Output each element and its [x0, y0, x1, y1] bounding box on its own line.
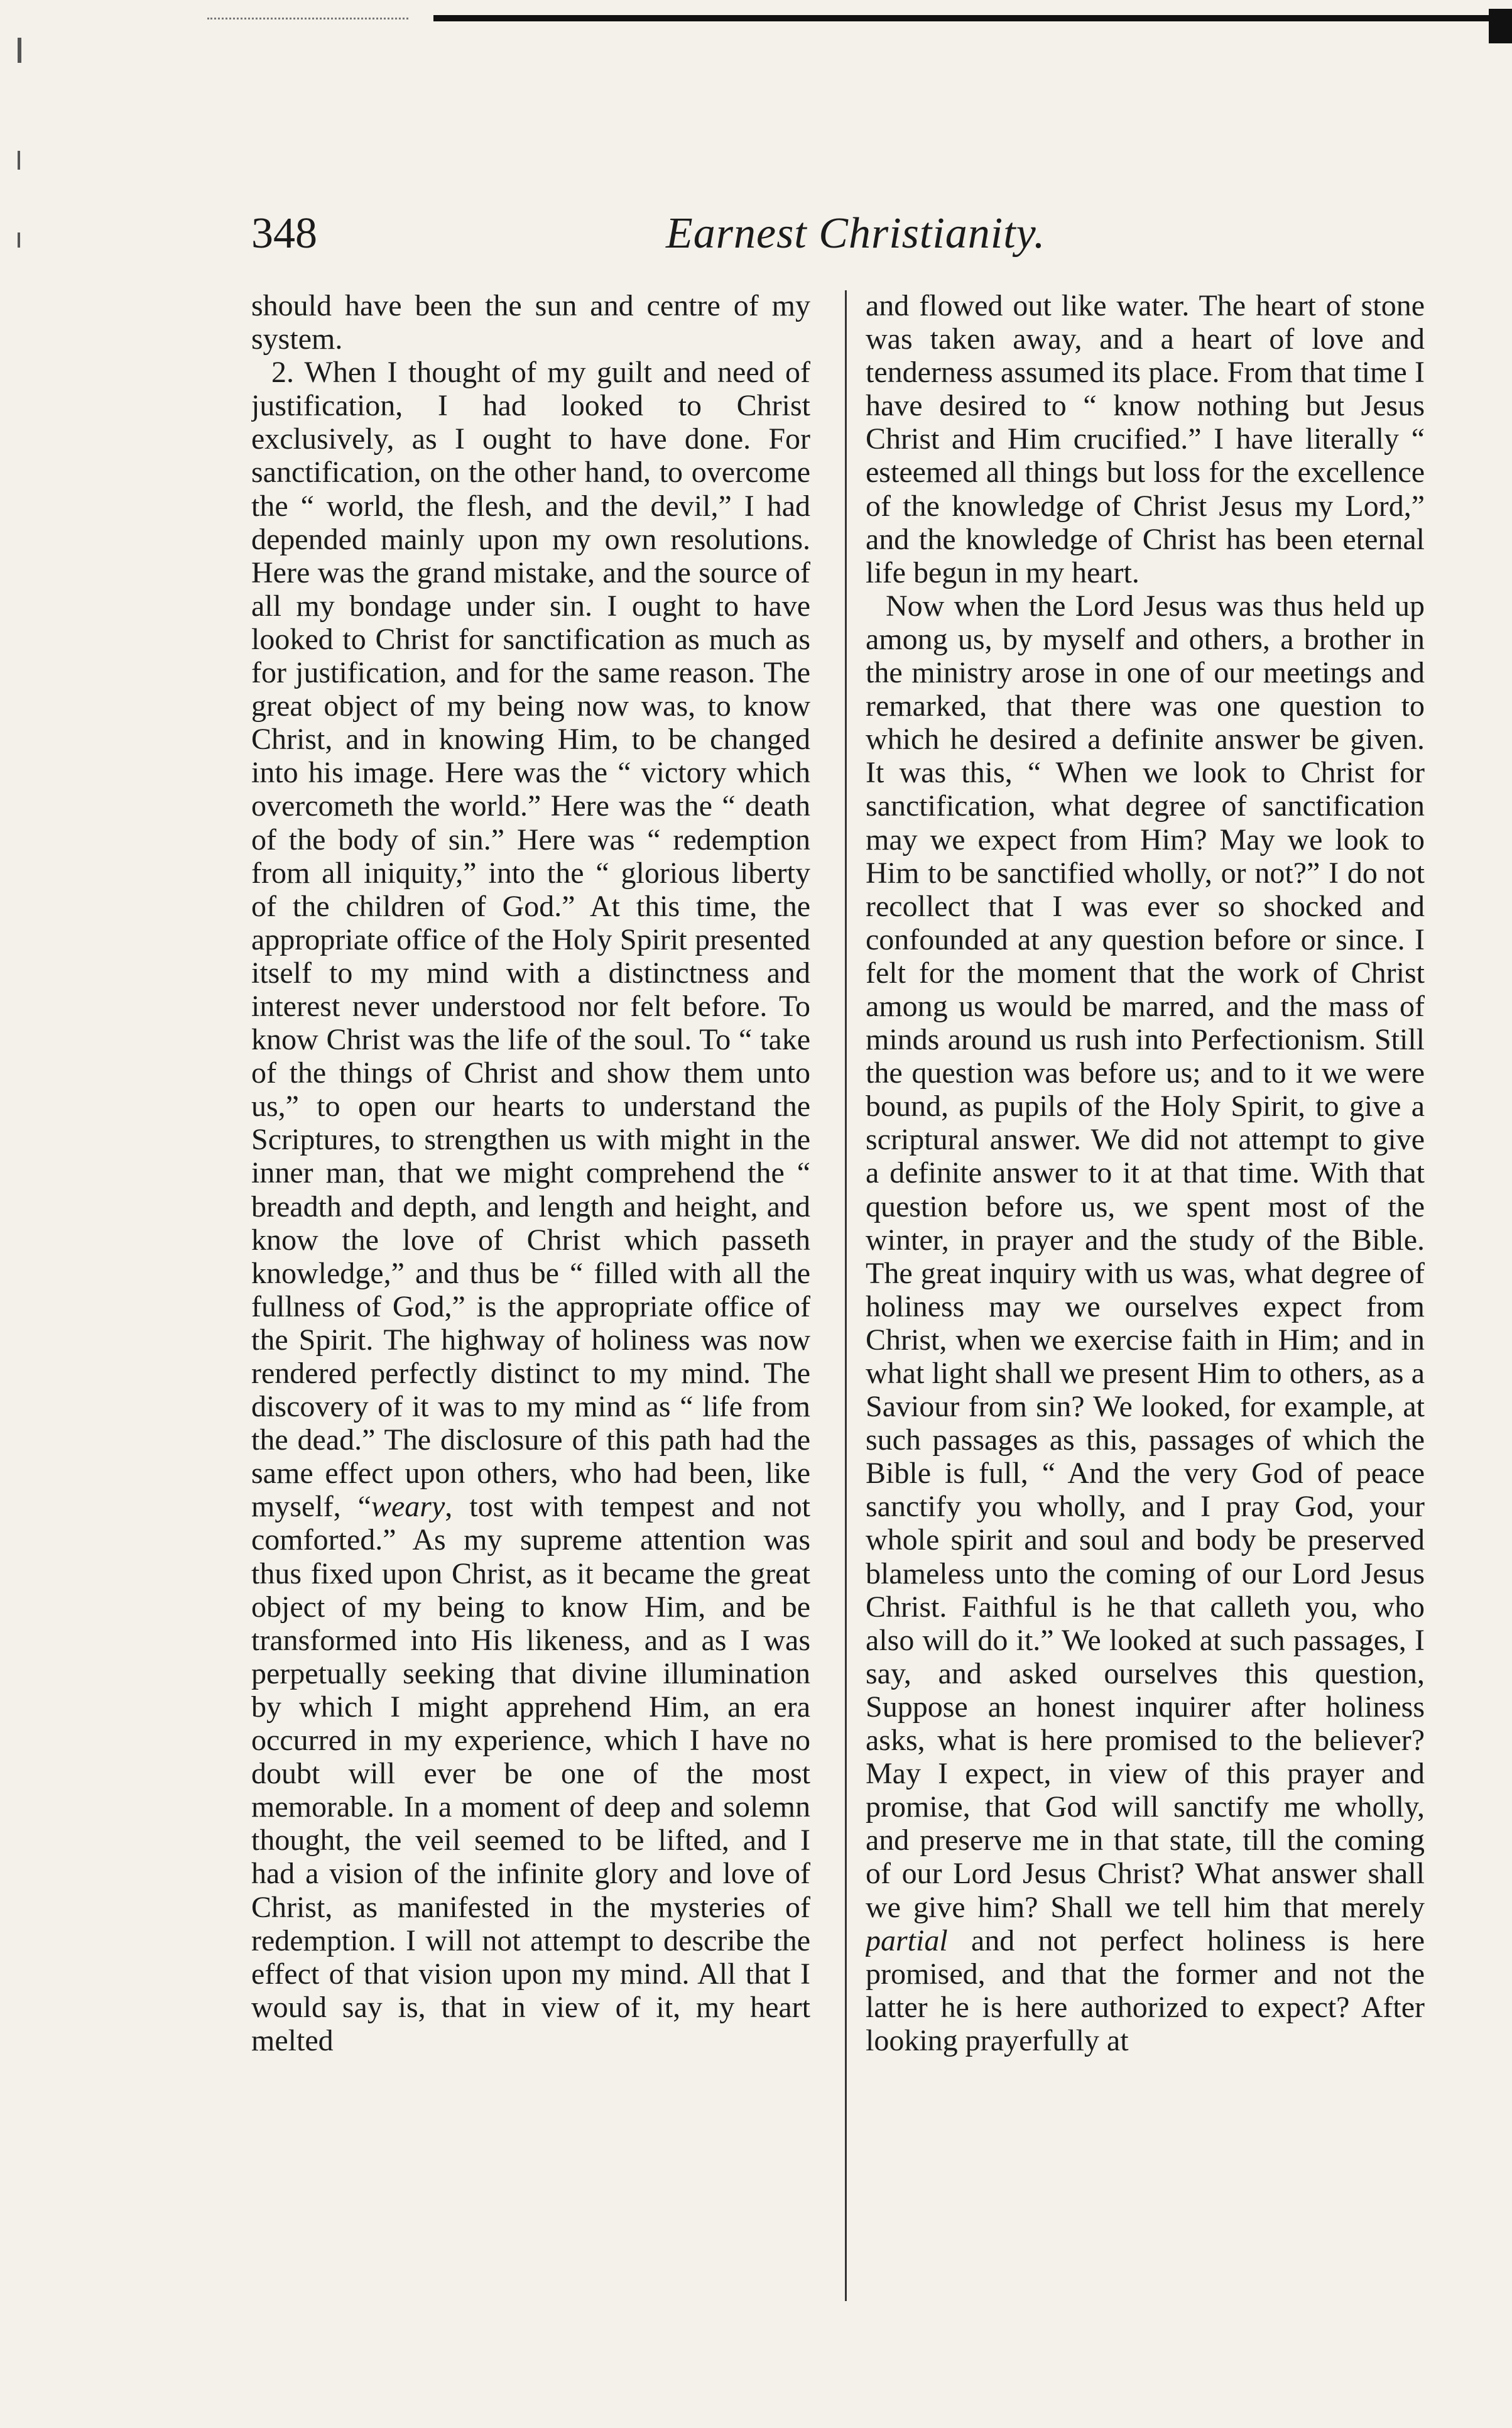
- paragraph: [866, 589, 1425, 2057]
- border-fragment: [207, 18, 408, 21]
- paragraph: should have been the sun and centre of my system.: [251, 289, 810, 356]
- top-border-rule: [433, 9, 1489, 25]
- paragraph: [251, 356, 810, 2057]
- paragraph-text: Now when the Lord Jesus was thus held up among us, by myself and others, a brother in the ministry arose in one of our meetings and remarked, that there was one question to which he desired a definite answer be given. It was this, “ When we look to Christ for sanctification, what degree of sanctification may we expect from Him? May we look to Him to be sanctified wholly, or not?” I do not recollect that I was ever so shocked and confounded at any question before or since. I felt for the moment that the work of Christ among us would be marred, and the mass of minds around us rush into Perfectionism. Still the question was before us; and to it we were bound, as pupils of the Holy Spirit, to give a scriptural answer. We did not attempt to give a definite answer to it at that time. With that question before us, we spent most of the winter, in prayer and the study of the Bible. The great inquiry with us was, what degree of holiness may we ourselves expect from Christ, when we exercise faith in Him; and in what light shall we present Him to others, as a Saviour from sin? We looked, for example, at such passages as this, passages of which the Bible is full, “ And the very God of peace sanctify you wholly, and I pray God, your whole spirit and soul and body be preserved blameless unto the coming of our Lord Jesus Christ. Faithful is he that calleth you, who also will do it.” We looked at such passages, I say, and asked ourselves this question, Suppose an honest inquirer after holiness asks, what is here promised to the believer? May I expect, in view of this prayer and promise, that God will sanctify me wholly, and preserve me in that state, till the coming of our Lord Jesus Christ? What answer shall we give him? Shall we tell him that merely: [866, 589, 1425, 1924]
- running-title: Earnest Christianity.: [666, 209, 1046, 258]
- column-divider: [845, 290, 847, 2301]
- paragraph-text: , tost with tempest and not comforted.” As my supreme attention was thus fixed upon Christ, as it became the great object of my being to know Him, and be transformed into His likeness, and as I was perpetually seeking that divine illumination by which I might apprehend Him, an era occurred in my experience, which I have no doubt will ever be one of the most memorable. In a moment of deep and solemn thought, the veil seemed to be lifted, and I had a vision of the infinite glory and love of Christ, as manifested in the mysteries of redemption. I will not attempt to describe the effect of that vision upon my mind. All that I would say is, that in view of it, my heart melted: [251, 1490, 810, 2057]
- paragraph-text: 2. When I thought of my guilt and need of justification, I had looked to Christ exclusively, as I ought to have done. For sanctification, on the other hand, to overcome the “ world, the flesh, and the devil,” I had depended mainly upon my own resolutions. Here was the grand mistake, and the source of all my bondage under sin. I ought to have looked to Christ for sanctification as much as for justification, and for the same reason. The great object of my being now was, to know Christ, and in knowing Him, to be changed into his image. Here was the “ victory which overcometh the world.” Here was the “ death of the body of sin.” Here was “ redemption from all iniquity,” into the “ glorious liberty of the children of God.” At this time, the appropriate office of the Holy Spirit presented itself to my mind with a distinctness and interest never understood nor felt before. To know Christ was the life of the soul. To “ take of the things of Christ and show them unto us,” to open our hearts to understand the Scriptures, to strengthen us with might in the inner man, that we might comprehend the “ breadth and depth, and length and height, and know the love of Christ which passeth knowledge,” and thus be “ filled with all the fullness of God,” is the appropriate office of the Spirit. The highway of holiness was now rendered perfectly distinct to my mind. The discovery of it was to my mind as “ life from the dead.” The disclosure of this path had the same effect upon others, who had been, like myself, “: [251, 356, 810, 1524]
- paragraph: and flowed out like water. The heart of stone was taken away, and a heart of love and tenderness assumed its place. From that time I have desired to “ know nothing but Jesus Christ and Him crucified.” I have literally “ esteemed all things but loss for the excellence of the knowledge of Christ Jesus my Lord,” and the knowledge of Christ has been eternal life begun in my heart.: [866, 289, 1425, 589]
- gutter-mark: [18, 232, 20, 248]
- right-column: [866, 289, 1425, 2319]
- paragraph-text: and not perfect holiness is here promised, and that the former and not the latter he is here authorized to expect? After looking prayerfully at: [866, 1923, 1425, 2057]
- page-header: [251, 201, 1055, 270]
- page-number: 348: [251, 209, 317, 258]
- left-column: [251, 289, 810, 2319]
- gutter-mark: [18, 151, 20, 170]
- emphasis-text: partial: [866, 1923, 948, 1957]
- emphasis-text: weary: [371, 1490, 445, 1524]
- gutter-mark: [18, 38, 21, 63]
- border-end-block: [1489, 9, 1512, 43]
